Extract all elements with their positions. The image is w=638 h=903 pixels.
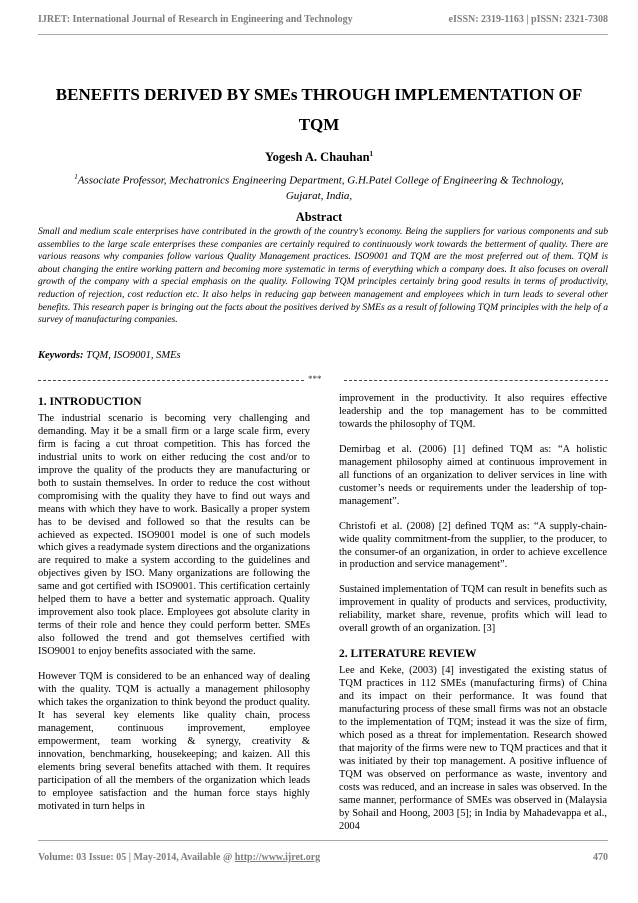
author-name: Yogesh A. Chauhan [264, 150, 370, 165]
footer-volume-text: Volume: 03 Issue: 05 | May-2014, Available @ [38, 852, 235, 863]
running-header [38, 10, 608, 35]
keywords-list: TQM, ISO9001, SMEs [86, 350, 181, 361]
affiliation [60, 170, 578, 204]
paper-title-line-2: TQM [298, 115, 340, 134]
section-1-heading: 1. INTRODUCTION [38, 396, 142, 408]
intro-paragraph-1: The industrial scenario is becoming very challenging and demanding. May it be a small firm or a large scale firm, every firm is facing a cut throat competition. This has forced the industrial units to work on either reducing the cost and/or to improve the quality of the products they are manufacturing or both to sustain themselves. In order to reduce the cost without compromising with the quality they have to find out ways and means with which they have to work. Basically a proper system has to be devised and followed so that the results can be achieved as expected. ISO9001 model is one of such models which gives a readymade system directions and the organizations are required to make a system according to the guidelines and objectives given by ISO. Many organizations are following the same and got certified with ISO9001. This certification certainly helped them to have a better and systematic approach. Quality improvement also took place. Employees got absolute clarity in terms of their role and hence they could perform better. SMEs also followed the trend and got themselves certified with ISO9001 to enjoy benefits associated with the same. [38, 412, 310, 658]
page-number: 470 [593, 852, 608, 863]
separator-stars: *** [308, 375, 322, 384]
journal-name: IJRET: International Journal of Research in Engineering and Technology [38, 14, 353, 25]
affiliation-line-1: Associate Professor, Mechatronics Engineering Department, G.H.Patel College of Engineering & Technology, [77, 174, 564, 187]
right-column [339, 393, 607, 846]
journal-link[interactable]: http://www.ijret.org [234, 852, 321, 863]
paper-title [40, 80, 598, 140]
keywords-label: Keywords: [38, 350, 84, 361]
keywords [38, 350, 181, 361]
running-footer [38, 840, 608, 871]
author-superscript: 1 [369, 150, 374, 158]
left-column [38, 393, 310, 826]
affiliation-superscript: 1 [74, 173, 78, 181]
abstract-heading: Abstract [295, 210, 343, 224]
abstract-text: Small and medium scale enterprises have contributed in the growth of the country’s economy. Being the suppliers for various components and sub assemblies to the large scale enterprises these companies are certainly required to continuously work towards the betterment of quality. There are various reasons why companies follow various Quality Management practices. ISO9001 and TQM are the most preferred out of them. TQM is about changing the entire working pattern and becoming more systematic in terms of everything which a company does. It also focuses on overall growth of the company with a special emphasis on the quality. Following TQM principles certainly bring good results in terms of productivity, reduction of rejection, cost reduction etc. It also helps in reducing gap between management and employees which in turn leads to several other benefits. This research paper is bringing out the facts about the positives derived by SMEs as a result of following TQM principles with the help of a survey of manufacturing companies. [38, 226, 608, 326]
literature-paragraph-1: Lee and Keke, (2003) [4] investigated the existing status of TQM practices in 112 SMEs (manufacturing firms) of China and its impact on their performance. It was found that manufacturing process of these small firms was not an obstacle to the implementation of TQM; instead it was the size of firm, which posed as a threat for implementation. Research showed that majority of the firms were new to TQM practices and that it was initiated by their top management. A positive influence of TQM was observed on performance as waste, inventory and costs was reduced, and an increase in sales was observed. In the same manner, performance of SMEs was observed in (Malaysia by Sohail and Hoong, 2003 [5]; in India by Mahadevappa et al., 2004 [339, 665, 607, 832]
affiliation-line-2: Gujarat, India, [285, 189, 353, 202]
separator-dash-right [344, 380, 608, 381]
paper-title-line-1: BENEFITS DERIVED BY SMEs THROUGH IMPLEMENTATION OF [55, 85, 583, 104]
intro-paragraph-2: However TQM is considered to be an enhanced way of dealing with the quality. TQM is actually a management philosophy which takes the organization to think beyond the product quality. It has several key elements like quality chain, process management, continuous improvement, employee empowerment, team working & synergy, creativity & innovation, benchmarking, housekeeping; and kaizen. All this elements bring several benefits attached with them. It requires participation of all the members of the organization which leads to employee satisfaction and the human force stays highly motivated in turn helps in [38, 671, 310, 812]
separator-dash-left [38, 380, 304, 381]
section-separator [38, 375, 608, 385]
intro-paragraph-2-continued: improvement in the productivity. It also requires effective leadership and the top management has to be committed towards the philosophy of TQM. [339, 393, 607, 430]
intro-paragraph-5: Sustained implementation of TQM can result in benefits such as improvement in quality of products and services, productivity, reliability, market share, revenue, profits which will lead to overall growth of an organization. [3] [339, 584, 607, 635]
footer-volume-info [38, 852, 320, 863]
issn: eISSN: 2319-1163 | pISSN: 2321-7308 [448, 14, 608, 25]
section-2-heading: 2. LITERATURE REVIEW [339, 648, 477, 661]
intro-paragraph-3: Demirbag et al. (2006) [1] defined TQM as: “A holistic management philosophy aimed at continuous improvement in all functions of an organization to deliver services in line with customer’s needs or requirements under the leadership of top-management”. [339, 443, 607, 507]
intro-paragraph-4: Christofi et al. (2008) [2] defined TQM as: “A supply-chain-wide quality commitment-from the supplier, to the producer, to the consumer-of an organization, in order to achieve excellence in production and service management”. [339, 520, 607, 571]
author [40, 150, 598, 165]
